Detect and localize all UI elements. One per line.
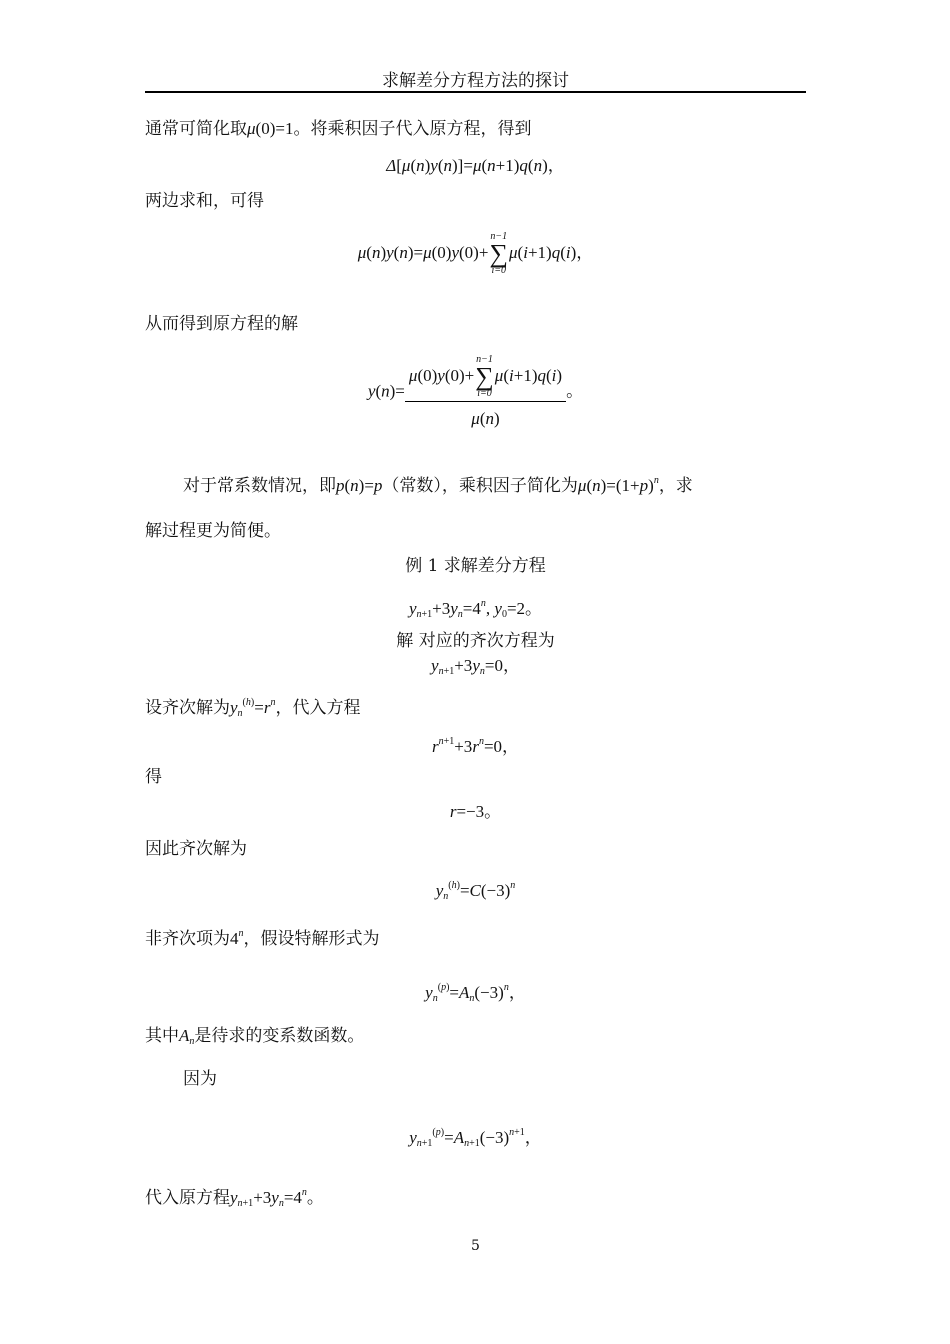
equation-homogeneous: $y_{n+1}+3y_n=0$， <box>431 656 520 677</box>
page-number: 5 <box>471 1238 480 1254</box>
equation-sum: μ(n)y(n)=μ(0)y(0)+ n−1 ∑ i=0 μ(i+1)q(i)， <box>357 231 594 276</box>
running-header: 求解差分方程方法的探讨 <box>382 71 569 91</box>
text-line-1: 通常可简化取μ(0)=1。将乘积因子代入原方程，得到 <box>145 119 532 139</box>
equation-example: $y_{n+1}+3y_n=4^n$, $y_0=2$。 <box>408 598 543 620</box>
text-line-because: 因为 <box>183 1069 217 1089</box>
summation-symbol: n−1 ∑ i=0 <box>489 231 508 276</box>
text-line-solution: 从而得到原方程的解 <box>145 314 298 334</box>
equation-particular-form: $y_n^{(p)}=A_n(-3)^n$， <box>425 982 526 1004</box>
text-line-simpler: 解过程更为简便。 <box>145 521 281 541</box>
text-line-nonhomog: 非齐次项为4$^n$，假设特解形式为 <box>145 928 380 949</box>
equation-difference: Δ[μ(n)y(n)]=μ(n+1)q(n)， <box>386 156 565 175</box>
equation-characteristic: $r^{n+1}+3r^n=0$， <box>431 736 520 756</box>
text-line-constant-case: 对于常系数情况，即p(n)=p（常数），乘积因子简化为$\mu(n)=(1+p)^n$，求 <box>183 475 693 496</box>
text-line-get: 得 <box>145 767 162 787</box>
fraction: μ(0)y(0)+ n−1 ∑ i=0 μ(i+1)q(i) μ(n) <box>405 355 566 430</box>
example-title: 例 1 求解差分方程 <box>405 556 546 576</box>
text-line-hence: 因此齐次解为 <box>145 839 247 859</box>
text-line-substitute: 代入原方程$y_{n+1}+3y_n=4^n$。 <box>145 1187 324 1209</box>
text-line-where: 其中$A_n$是待求的变系数函数。 <box>145 1026 365 1047</box>
equation-particular-next: $y_{n+1}^{(p)}=A_{n+1}(-3)^{n+1}$， <box>409 1127 542 1149</box>
header-rule <box>145 91 806 93</box>
text-line-assume-homog: 设齐次解为$y_n^{(h)}=r^n$，代入方程 <box>145 697 361 719</box>
equation-solution-fraction: y(n)= μ(0)y(0)+ n−1 ∑ i=0 μ(i+1)q(i) μ(n) 。 <box>367 354 584 428</box>
equation-root: r=−3。 <box>449 802 502 821</box>
text-line-sum: 两边求和，可得 <box>145 191 264 211</box>
solution-intro: 解 对应的齐次方程为 <box>396 631 555 651</box>
equation-homog-solution: $y_n^{(h)}=C(-3)^n$ <box>435 880 516 902</box>
